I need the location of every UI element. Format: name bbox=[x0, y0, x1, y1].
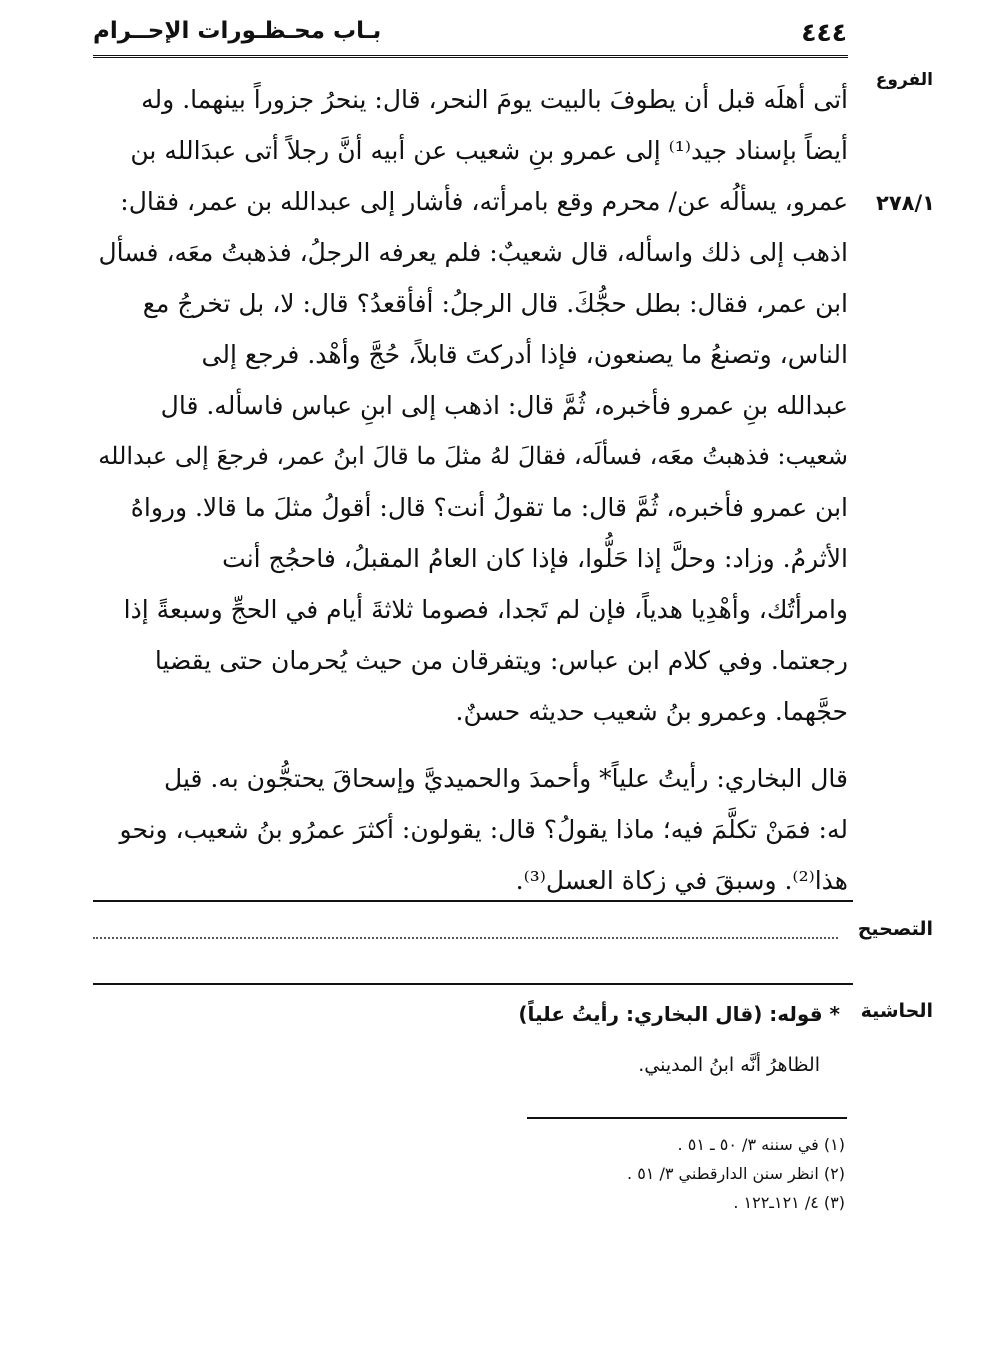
text-line: وامرأتُك، وأهْدِيا هدياً، فإن لم تَجدا، فصوما ثلاثةَ أيام في الحجِّ وسبعةً إذا bbox=[123, 595, 848, 624]
footnotes bbox=[500, 1130, 845, 1217]
running-header bbox=[93, 18, 847, 52]
main-text bbox=[86, 74, 848, 906]
footnote: (١) في سننه ٣/ ٥٠ ـ ٥١ . bbox=[677, 1135, 845, 1154]
margin-volume-reference: ٢٧٨/١ bbox=[876, 191, 935, 215]
correction-section bbox=[93, 900, 853, 985]
section-rule-bottom bbox=[93, 983, 853, 985]
correction-dotted-line bbox=[93, 937, 838, 939]
text-line: اذهب إلى ذلك واسأله، قال شعيبٌ: فلم يعرفه الرجلُ، فذهبتُ معَه، فسأل bbox=[98, 238, 848, 267]
hashiya-body: الظاهرُ أنَّه ابنُ المديني. bbox=[638, 1054, 820, 1076]
text-line: أيضاً بإسناد جيد⁽¹⁾ إلى عمرو بنِ شعيب عن أبيه أنَّ رجلاً أتى عبدَالله بن bbox=[130, 136, 848, 165]
section-rule-top bbox=[93, 900, 853, 902]
text-line: شعيب: فذهبتُ معَه، فسألَه، فقالَ لهُ مثلَ ما قالَ ابنُ عمر، فرجعَ إلى عبدالله bbox=[98, 442, 848, 470]
margin-label-hashiya: الحاشية bbox=[860, 1000, 933, 1022]
text-line: أتى أهلَه قبل أن يطوفَ بالبيت يومَ النحر، قال: ينحرُ جزوراً بينهما. وله bbox=[141, 85, 848, 114]
margin-label-furu: الفروع bbox=[875, 70, 933, 90]
footnote: (٣) ٤/ ١٢١ـ١٢٢ . bbox=[733, 1193, 845, 1212]
text-line: قال البخاري: رأيتُ علياً* وأحمدَ والحميديَّ وإسحاقَ يحتجُّون به. قيل bbox=[164, 764, 848, 793]
text-line: عبدالله بنِ عمرو فأخبره، ثُمَّ قال: اذهب إلى ابنِ عباس فاسأله. قال bbox=[160, 391, 848, 420]
text-line: عمرو، يسألُه عن/ محرم وقع بامرأته، فأشار إلى عبدالله بن عمر، فقال: bbox=[120, 187, 848, 216]
chapter-title: بـاب محـظـورات الإحــرام bbox=[93, 18, 382, 44]
text-line: حجَّهما. وعمرو بنُ شعيب حديثه حسنٌ. bbox=[455, 697, 848, 726]
text-line: هذا⁽²⁾. وسبقَ في زكاة العسل⁽³⁾. bbox=[515, 866, 848, 895]
hashiya-heading: * قوله: (قال البخاري: رأيتُ علياً) bbox=[518, 1002, 840, 1026]
text-line: ابن عمرو فأخبره، ثُمَّ قال: ما تقولُ أنت؟ قال: أقولُ مثلَ ما قالا. ورواهُ bbox=[130, 493, 848, 522]
footnote: (٢) انظر سنن الدارقطني ٣/ ٥١ . bbox=[627, 1164, 845, 1183]
text-line: الأثرمُ. وزاد: وحلَّ إذا حَلُّوا، فإذا كان العامُ المقبلُ، فاحجُج أنت bbox=[222, 544, 848, 573]
header-rule bbox=[93, 55, 848, 58]
footnote-rule bbox=[527, 1117, 847, 1119]
page-number: ٤٤٤ bbox=[801, 18, 847, 47]
text-line: ابن عمر، فقال: بطل حجُّكَ. قال الرجلُ: أفأقعدُ؟ قال: لا، بل تخرجُ مع bbox=[142, 289, 848, 318]
margin-label-tashih: التصحيح bbox=[857, 918, 933, 940]
text-line: له: فمَنْ تكلَّمَ فيه؛ ماذا يقولُ؟ قال: يقولون: أكثرَ عمرُو بنُ شعيب، ونحو bbox=[119, 815, 848, 844]
text-line: الناس، وتصنعُ ما يصنعون، فإذا أدركتَ قابلاً، حُجَّ وأهْد. فرجع إلى bbox=[201, 340, 848, 369]
hashiya-section bbox=[300, 1002, 840, 1076]
text-line: رجعتما. وفي كلام ابن عباس: ويتفرقان من حيث يُحرمان حتى يقضيا bbox=[154, 646, 848, 675]
paragraph-gap bbox=[86, 737, 848, 753]
